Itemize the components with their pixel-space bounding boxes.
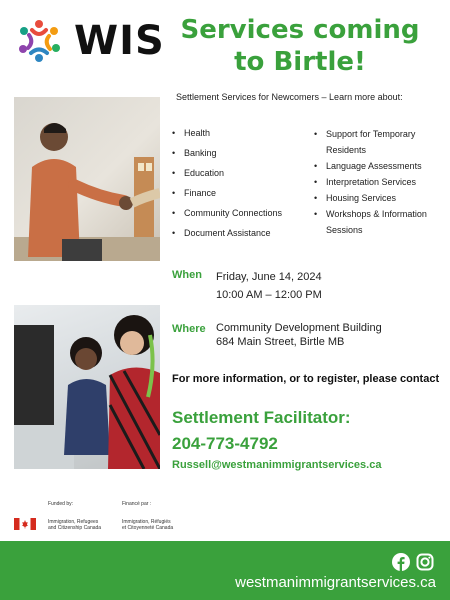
list-item: • Banking (172, 146, 312, 166)
more-info-text: For more information, or to register, please contact (172, 373, 440, 385)
funded-by-label: Funded by: (48, 501, 74, 507)
facebook-icon[interactable] (392, 553, 410, 571)
where-label: Where (172, 323, 206, 335)
services-list-left (172, 126, 312, 246)
list-item: • Workshops & Information Sessions (314, 206, 444, 238)
ircc-english-line-1: Immigration, Refugees (48, 519, 99, 525)
people-circle-icon (14, 16, 64, 66)
event-time: 10:00 AM – 12:00 PM (216, 289, 322, 301)
facilitator-title: Settlement Facilitator: (172, 408, 351, 427)
list-item: • Interpretation Services (314, 174, 444, 190)
ircc-french-line-1: Immigration, Réfugiés (122, 519, 171, 525)
logo-text: WIS (74, 18, 165, 64)
headline-line-2: to Birtle! (234, 47, 366, 77)
phone-number[interactable]: 204-773-4792 (172, 434, 278, 453)
event-datetime (216, 268, 322, 304)
list-item: • Language Assessments (314, 158, 444, 174)
when-label: When (172, 269, 202, 281)
students-illustration (14, 305, 160, 469)
ircc-french-line-2: et Citoyenneté Canada (122, 525, 174, 531)
event-date: Friday, June 14, 2024 (216, 271, 322, 283)
headline-line-1: Services coming (180, 15, 420, 45)
intro-text: Settlement Services for Newcomers – Learn more about: (176, 92, 403, 102)
list-item: • Housing Services (314, 190, 444, 206)
website-link[interactable]: westmanimmigrantservices.ca (235, 574, 436, 591)
students-photo (14, 305, 160, 469)
list-item: • Support for Temporary Residents (314, 126, 444, 158)
email-link[interactable]: Russell@westmanimmigrantservices.ca (172, 459, 382, 471)
list-item: • Education (172, 166, 312, 186)
ircc-english (48, 519, 101, 531)
finance-par-label: Financé par : (122, 501, 152, 507)
services-list-right (314, 126, 444, 238)
handshake-photo (14, 97, 160, 261)
ircc-french (122, 519, 173, 531)
instagram-icon[interactable] (416, 553, 434, 571)
list-item: • Document Assistance (172, 226, 312, 246)
headline (160, 14, 440, 78)
canada-flag-icon (14, 518, 36, 530)
list-item: • Community Connections (172, 206, 312, 226)
wis-logo (14, 16, 165, 66)
ircc-english-line-2: and Citizenship Canada (48, 525, 102, 531)
handshake-illustration (14, 97, 160, 261)
event-place: Community Development Building (216, 322, 382, 334)
event-address: 684 Main Street, Birtle MB (216, 336, 345, 348)
list-item: • Finance (172, 186, 312, 206)
footer-bar (0, 541, 450, 600)
event-location (216, 321, 382, 349)
list-item: • Health (172, 126, 312, 146)
